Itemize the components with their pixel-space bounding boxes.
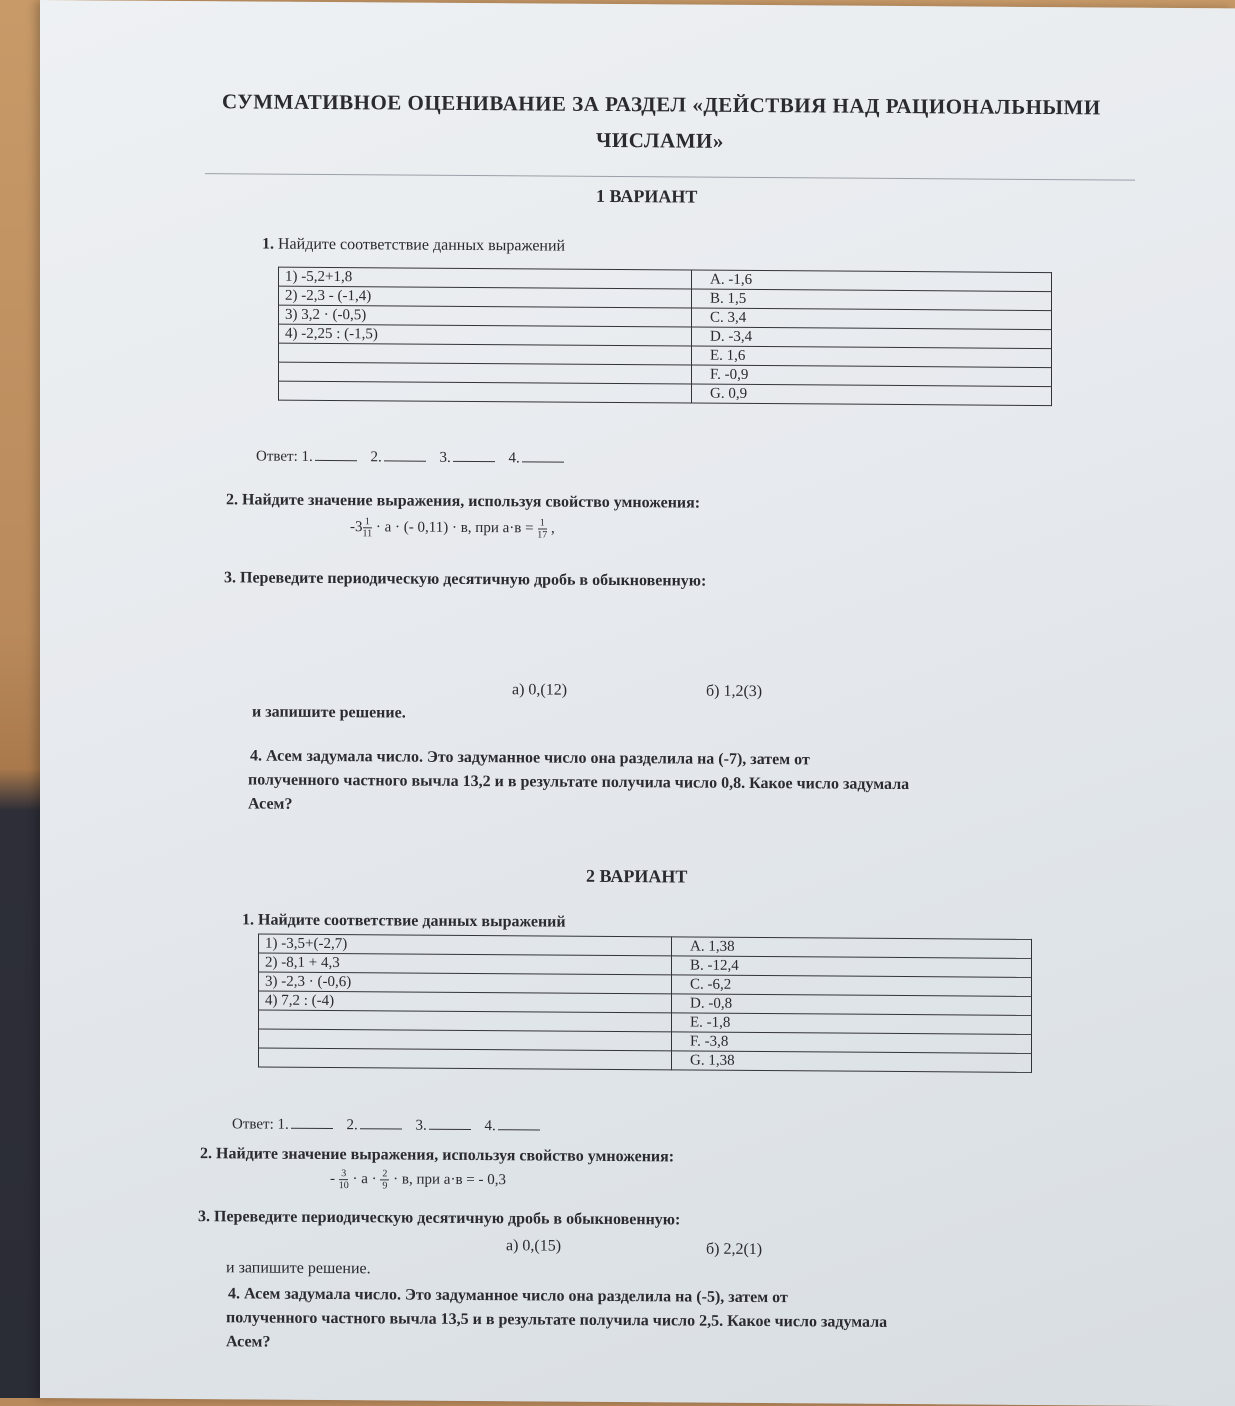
v1-answer-blank-3[interactable] <box>453 461 495 462</box>
v2-table-row <box>259 1048 1032 1072</box>
v2-q2-frac2-den: 9 <box>382 1180 388 1192</box>
v1-option-cell: G. 0,9 <box>692 384 1052 406</box>
v2-q2-expr-mid: · а · <box>352 1171 377 1188</box>
v1-q2-expr-end: , <box>551 520 555 537</box>
v2-expression-cell: 2) -8,1 + 4,3 <box>259 953 672 975</box>
v1-table-row <box>279 381 1052 405</box>
v2-q2-expression <box>330 1168 506 1192</box>
v2-q2-text: Найдите значение выражения, используя свойство умножения: <box>216 1145 675 1166</box>
v1-q2-frac2-num: 1 <box>539 517 545 529</box>
v1-q2-frac1-den: 11 <box>362 528 373 540</box>
v1-answer-blank-1[interactable] <box>315 460 357 461</box>
v1-q4 <box>250 747 810 769</box>
v2-q1-text: Найдите соответствие данных выражений <box>258 911 566 931</box>
v1-q2-text: Найдите значение выражения, используя свойство умножения: <box>242 491 701 512</box>
v1-q1-text: Найдите соответствие данных выражений <box>278 235 566 255</box>
v2-option-cell: A. 1,38 <box>672 937 1032 959</box>
v2-q3-option-b: б) 2,2(1) <box>706 1240 763 1259</box>
v1-answer-label: Ответ: 1. <box>256 448 313 465</box>
v1-option-cell: A. -1,6 <box>692 270 1052 292</box>
v2-q4-number: 4. <box>228 1285 240 1303</box>
v1-q3-option-a: а) 0,(12) <box>512 681 568 699</box>
v1-option-cell: E. 1,6 <box>692 346 1052 368</box>
v2-q2-frac1-den: 10 <box>338 1180 349 1192</box>
title-line-2: ЧИСЛАМИ» <box>596 127 724 153</box>
v1-expression-cell <box>279 381 692 403</box>
v1-expression-cell: 2) -2,3 - (-1,4) <box>279 286 692 308</box>
v2-q4-line-3: Асем? <box>226 1333 271 1351</box>
v1-q2-frac1-num: 1 <box>364 516 370 528</box>
v2-answer-line <box>232 1116 550 1135</box>
v2-q2-fraction-2 <box>380 1168 389 1191</box>
v2-q2-expr-pre: - <box>330 1170 335 1187</box>
v2-q3 <box>198 1208 680 1229</box>
v2-answer-label: Ответ: 1. <box>232 1116 289 1133</box>
v2-answer-num-2: 2. <box>346 1117 358 1134</box>
v1-answer-line <box>256 449 574 468</box>
v1-q3-text: Переведите периодическую десятичную дробь в обыкновенную: <box>240 569 707 590</box>
v2-q4-line-2: полученного частного вычла 13,5 и в результате получила число 2,5. Какое число задумала <box>226 1309 888 1331</box>
v1-q2-expression <box>350 516 555 540</box>
v2-q2-number: 2. <box>200 1145 212 1163</box>
v2-q2-expr-end: · в, при а·в = - 0,3 <box>393 1171 506 1189</box>
v1-answer-blank-4[interactable] <box>522 461 564 462</box>
v1-matching-table <box>278 267 1052 406</box>
v1-q2-fraction-2 <box>537 517 547 540</box>
v1-q1-number: 1. <box>262 235 274 253</box>
v1-option-cell: B. 1,5 <box>692 289 1052 311</box>
v2-option-cell: G. 1,38 <box>672 1051 1032 1073</box>
v1-q3 <box>224 569 706 590</box>
v1-option-cell: F. -0,9 <box>692 365 1052 387</box>
v1-option-cell: D. -3,4 <box>692 327 1052 349</box>
v1-q3-tail: и запишите решение. <box>252 703 406 722</box>
v1-q3-option-b: б) 1,2(3) <box>706 682 763 701</box>
v1-answer-blank-2[interactable] <box>384 460 426 461</box>
title-line-1: СУММАТИВНОЕ ОЦЕНИВАНИЕ ЗА РАЗДЕЛ «ДЕЙСТВИЯ НАД РАЦИОНАЛЬНЫМИ <box>222 89 1101 120</box>
v1-q2-fraction-1 <box>363 516 373 539</box>
v1-q1 <box>262 236 565 256</box>
v2-q4 <box>228 1285 788 1307</box>
v2-q2 <box>200 1145 674 1166</box>
v2-answer-num-3: 3. <box>415 1117 427 1134</box>
v1-q4-line-1: Асем задумала число. Это задуманное число она разделила на (-7), затем от <box>266 747 810 769</box>
v2-option-cell: F. -3,8 <box>672 1032 1032 1054</box>
v2-matching-table <box>258 934 1032 1073</box>
v1-q4-line-2: полученного частного вычла 13,2 и в результате получила число 0,8. Какое число задумала <box>248 771 910 794</box>
variant-2-heading: 2 ВАРИАНТ <box>586 865 688 887</box>
v2-option-cell: D. -0,8 <box>672 994 1032 1016</box>
v2-q2-frac1-num: 3 <box>341 1168 347 1180</box>
v2-expression-cell: 1) -3,5+(-2,7) <box>259 934 672 956</box>
v1-q4-line-3: Асем? <box>248 795 293 813</box>
v1-answer-num-2: 2. <box>370 449 382 466</box>
v1-expression-cell: 1) -5,2+1,8 <box>279 267 692 289</box>
v2-q4-line-1: Асем задумала число. Это задуманное число она разделила на (-5), затем от <box>244 1285 788 1307</box>
v2-q3-tail: и запишите решение. <box>226 1259 371 1278</box>
divider <box>205 173 1135 180</box>
v2-q3-text: Переведите периодическую десятичную дробь в обыкновенную: <box>214 1208 681 1229</box>
v2-expression-cell <box>259 1048 672 1070</box>
v2-answer-blank-2[interactable] <box>360 1128 402 1129</box>
v2-option-cell: E. -1,8 <box>672 1013 1032 1035</box>
v1-answer-num-3: 3. <box>439 449 451 466</box>
v2-option-cell: B. -12,4 <box>672 956 1032 978</box>
v2-q3-number: 3. <box>198 1208 210 1226</box>
v1-q2-number: 2. <box>226 491 238 509</box>
v1-option-cell: C. 3,4 <box>692 308 1052 330</box>
v2-expression-cell: 4) 7,2 : (-4) <box>259 991 672 1013</box>
v2-q2-frac2-num: 2 <box>382 1168 388 1180</box>
v2-q3-option-a: а) 0,(15) <box>506 1237 562 1255</box>
variant-1-heading: 1 ВАРИАНТ <box>596 185 698 207</box>
v1-q2 <box>226 491 700 512</box>
v1-expression-cell: 3) 3,2 · (-0,5) <box>279 305 692 327</box>
v1-answer-num-4: 4. <box>508 450 520 467</box>
v2-answer-num-4: 4. <box>484 1118 496 1135</box>
v1-q2-expr-pre: -3 <box>350 519 363 536</box>
v2-answer-blank-4[interactable] <box>498 1129 540 1130</box>
v1-q2-expr-mid: · а · (- 0,11) · в, при а·в = <box>375 519 534 537</box>
v1-q3-number: 3. <box>224 569 236 587</box>
v2-option-cell: C. -6,2 <box>672 975 1032 997</box>
v2-answer-blank-1[interactable] <box>291 1128 333 1129</box>
worksheet-page <box>40 0 1235 1406</box>
v1-q2-frac2-den: 17 <box>537 529 548 541</box>
v2-q1-number: 1. <box>242 911 254 929</box>
v2-answer-blank-3[interactable] <box>429 1129 471 1130</box>
v2-q1 <box>242 911 566 931</box>
v2-expression-cell: 3) -2,3 · (-0,6) <box>259 972 672 994</box>
v1-expression-cell: 4) -2,25 : (-1,5) <box>279 324 692 346</box>
v1-q4-number: 4. <box>250 747 262 765</box>
v2-q2-fraction-1 <box>339 1168 349 1191</box>
